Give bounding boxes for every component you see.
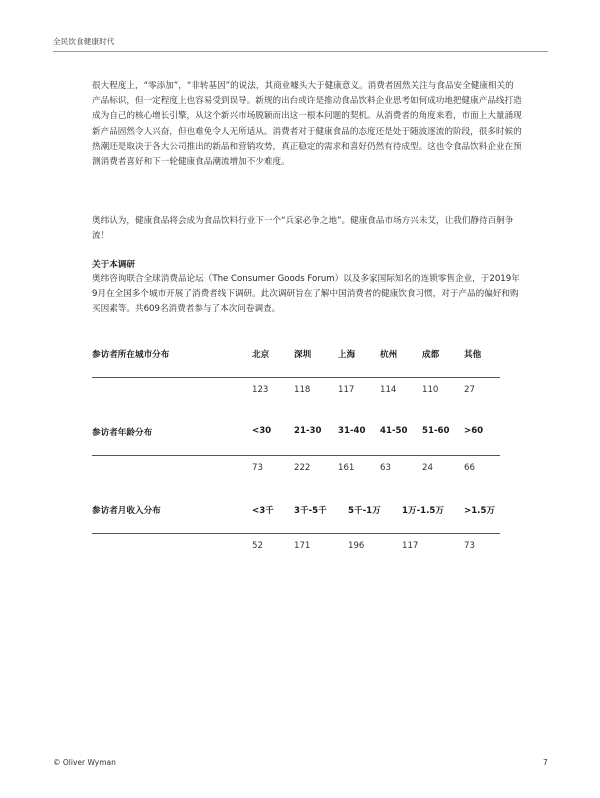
table-cell: 63: [380, 463, 391, 473]
column-header: 41-50: [380, 426, 408, 436]
table-row: [92, 534, 500, 568]
column-header: 51-60: [422, 426, 450, 436]
table-row: [92, 456, 500, 490]
table-row: [92, 378, 500, 412]
table-cell: 73: [464, 541, 475, 551]
table-cell: 118: [294, 385, 311, 395]
age-distribution-table: [92, 421, 500, 490]
table-cell: 24: [422, 463, 433, 473]
table-cell: 123: [252, 385, 269, 395]
footer-copyright: © Oliver Wyman: [53, 758, 116, 767]
table-label: 参访者所在城市分布: [92, 350, 170, 360]
header-title: 全民饮食健康时代: [53, 37, 115, 46]
table-header-row: [92, 343, 500, 378]
city-distribution-table: [92, 343, 500, 412]
table-label: 参访者年龄分布: [92, 428, 153, 438]
table-cell: 196: [348, 541, 365, 551]
table-header-row: [92, 499, 500, 534]
header-divider: [53, 51, 548, 52]
table-cell: 161: [338, 463, 355, 473]
column-header: 上海: [338, 350, 356, 360]
body-paragraph-1: 很大程度上，“零添加”，“非转基因”的说法，其商业噱头大于健康意义。消费者固然关注与食品安全健康相关的产品标识，但一定程度上也容易受到误导。新规的出台或许是推动食品饮料企业思考如何成功地把健康产品线打造成为自己的核心增长引擎，从这个新兴市场脱颖而出这一根本问题的契机。从消费者的角度来看，市面上大量涌现新产品固然令人兴奋，但也难免令人无所适从。消费者对于健康食品的态度还是处于随波逐流的阶段，很多时候的热潮还是取决于各大公司推出的新品和营销攻势，真正稳定的需求和喜好仍然有待成型。这也令食品饮料企业在预测消费者喜好和下一轮健康食品潮流增加不少难度。: [92, 81, 522, 168]
table-cell: 114: [380, 385, 397, 395]
table-cell: 117: [338, 385, 355, 395]
table-cell: 52: [252, 541, 263, 551]
page-number: 7: [543, 758, 548, 767]
survey-description: 奥纬咨询联合全球消费品论坛（The Consumer Goods Forum）以及多家国际知名的连锁零售企业，于2019年9月在全国多个城市开展了消费者线下调研。此次调研旨在了解中国消费者的健康饮食习惯，对于产品的偏好和购买因素等。共609名消费者参与了本次问卷调查。: [92, 274, 520, 315]
column-header: >1.5万: [464, 506, 496, 516]
table-cell: 117: [402, 541, 419, 551]
column-header: 深圳: [294, 350, 312, 360]
table-cell: 171: [294, 541, 311, 551]
table-header-row: [92, 421, 500, 456]
column-header: 杭州: [380, 350, 398, 360]
table-cell: 66: [464, 463, 475, 473]
column-header: 1万-1.5万: [402, 506, 444, 516]
column-header: 31-40: [338, 426, 366, 436]
column-header: 其他: [464, 350, 482, 360]
column-header: >60: [464, 426, 484, 436]
table-cell: 110: [422, 385, 439, 395]
table-cell: 27: [464, 385, 475, 395]
table-cell: 73: [252, 463, 263, 473]
column-header: 5千-1万: [348, 506, 381, 516]
column-header: 成都: [422, 350, 440, 360]
column-header: <30: [252, 426, 272, 436]
income-distribution-table: [92, 499, 500, 568]
column-header: 21-30: [294, 426, 322, 436]
body-paragraph-2: 奥纬认为，健康食品将会成为食品饮料行业下一个“兵家必争之地”。健康食品市场方兴未艾，让我们静待百舸争流！: [92, 216, 514, 242]
column-header: <3千: [252, 506, 274, 516]
table-label: 参访者月收入分布: [92, 506, 161, 516]
column-header: 3千-5千: [294, 506, 327, 516]
table-cell: 222: [294, 463, 311, 473]
column-header: 北京: [252, 350, 270, 360]
section-heading: 关于本调研: [92, 260, 135, 270]
